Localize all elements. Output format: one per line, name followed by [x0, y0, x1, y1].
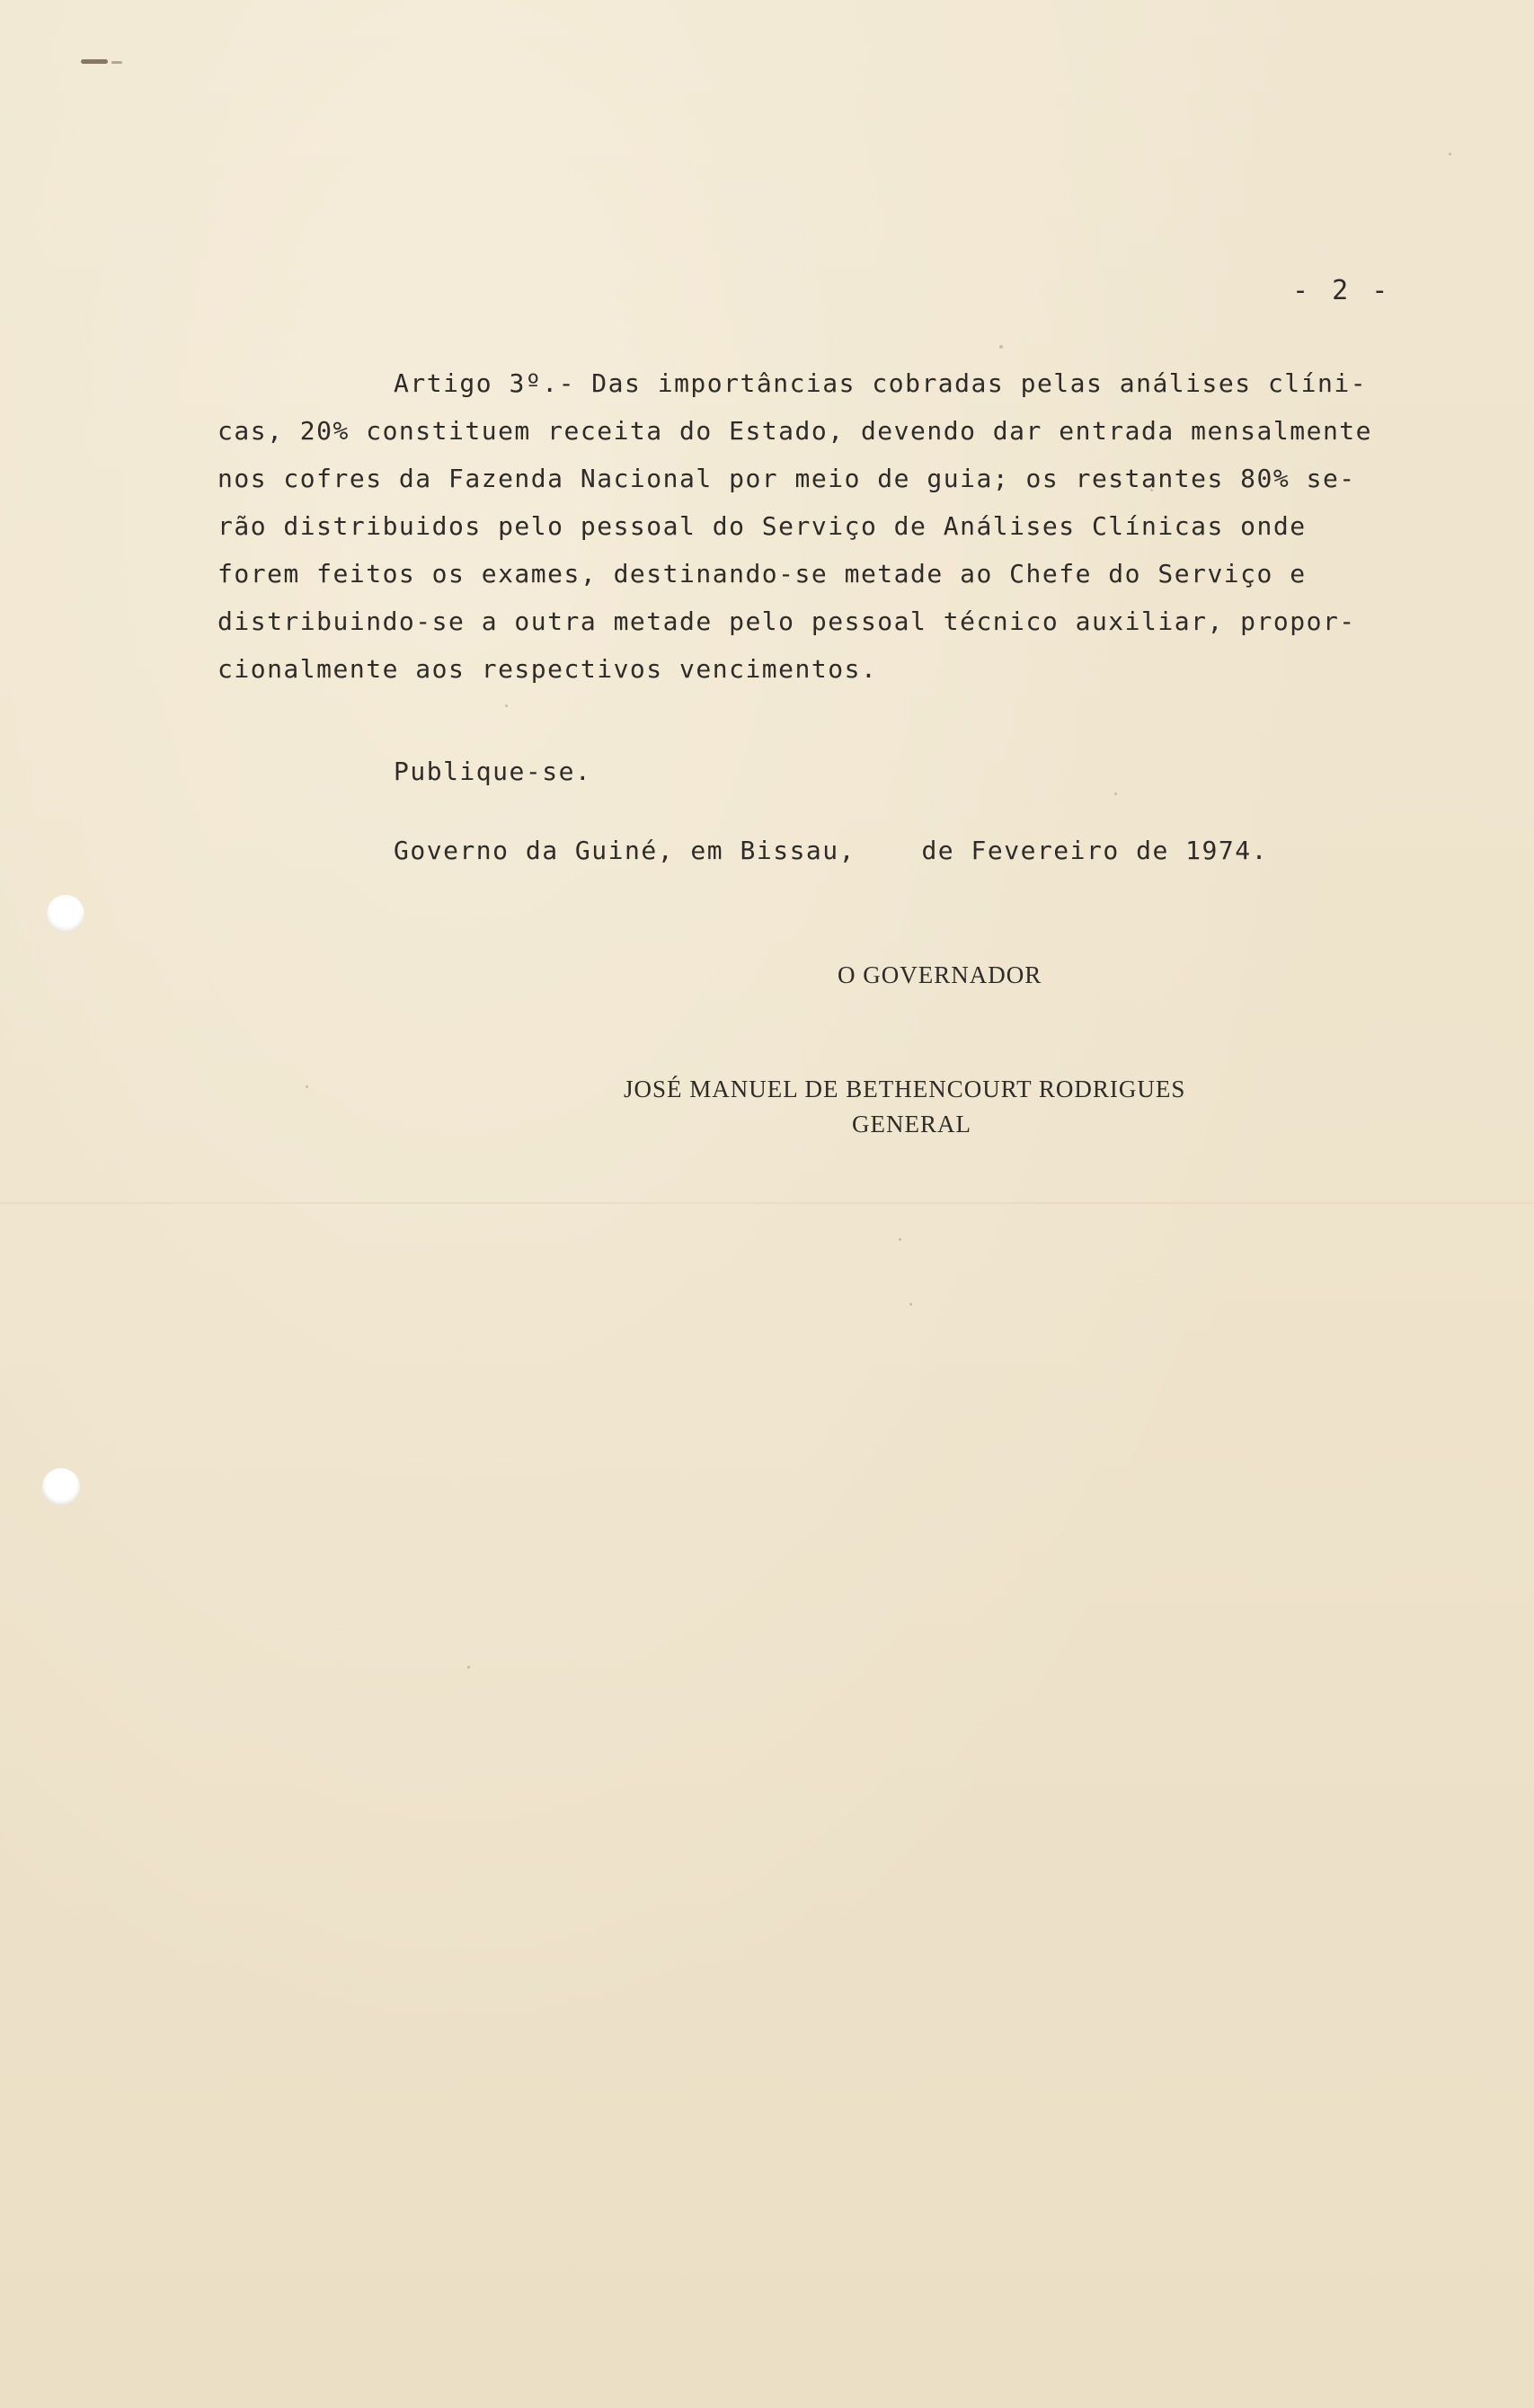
article-line: distribuindo-se a outra metade pelo pessoal técnico auxiliar, propor-: [217, 606, 1356, 636]
paper-speck: [899, 1238, 901, 1241]
article-line: Artigo 3º.- Das importâncias cobradas pelas análises clíni-: [394, 368, 1368, 398]
staple-mark-tail: [111, 61, 122, 64]
punch-hole-top: [47, 895, 84, 933]
paper-speck: [1449, 153, 1451, 155]
paper-speck: [909, 1303, 912, 1306]
article-paragraph: [217, 359, 1458, 693]
signatory-rank: GENERAL: [852, 1111, 971, 1138]
page-number: - 2 -: [1292, 275, 1392, 306]
article-line: cas, 20% constituem receita do Estado, devendo dar entrada mensalmente: [217, 416, 1373, 446]
paper-speck: [1114, 792, 1117, 795]
article-line: cionalmente aos respectivos vencimentos.: [217, 654, 878, 684]
paper-speck: [467, 1666, 470, 1669]
paper-speck: [999, 345, 1003, 349]
signatory-title: O GOVERNADOR: [838, 961, 1042, 988]
signatory-name: JOSÉ MANUEL DE BETHENCOURT RODRIGUES: [624, 1076, 1186, 1102]
publication-order: Publique-se.: [394, 757, 592, 786]
article-line: forem feitos os exames, destinando-se metade ao Chefe do Serviço e: [217, 559, 1307, 589]
article-line: rão distribuidos pelo pessoal do Serviço de Análises Clínicas onde: [217, 511, 1307, 541]
staple-mark-body: [81, 59, 108, 64]
punch-hole-bottom: [42, 1468, 80, 1506]
paper-fold-line: [0, 1202, 1534, 1204]
paper-speck: [306, 1085, 308, 1088]
paper-speck: [505, 704, 508, 707]
place-and-date: Governo da Guiné, em Bissau, de Fevereiro de 1974.: [394, 836, 1268, 865]
staple-mark: [81, 58, 120, 66]
article-line: nos cofres da Fazenda Nacional por meio de guia; os restantes 80% se-: [217, 464, 1356, 493]
